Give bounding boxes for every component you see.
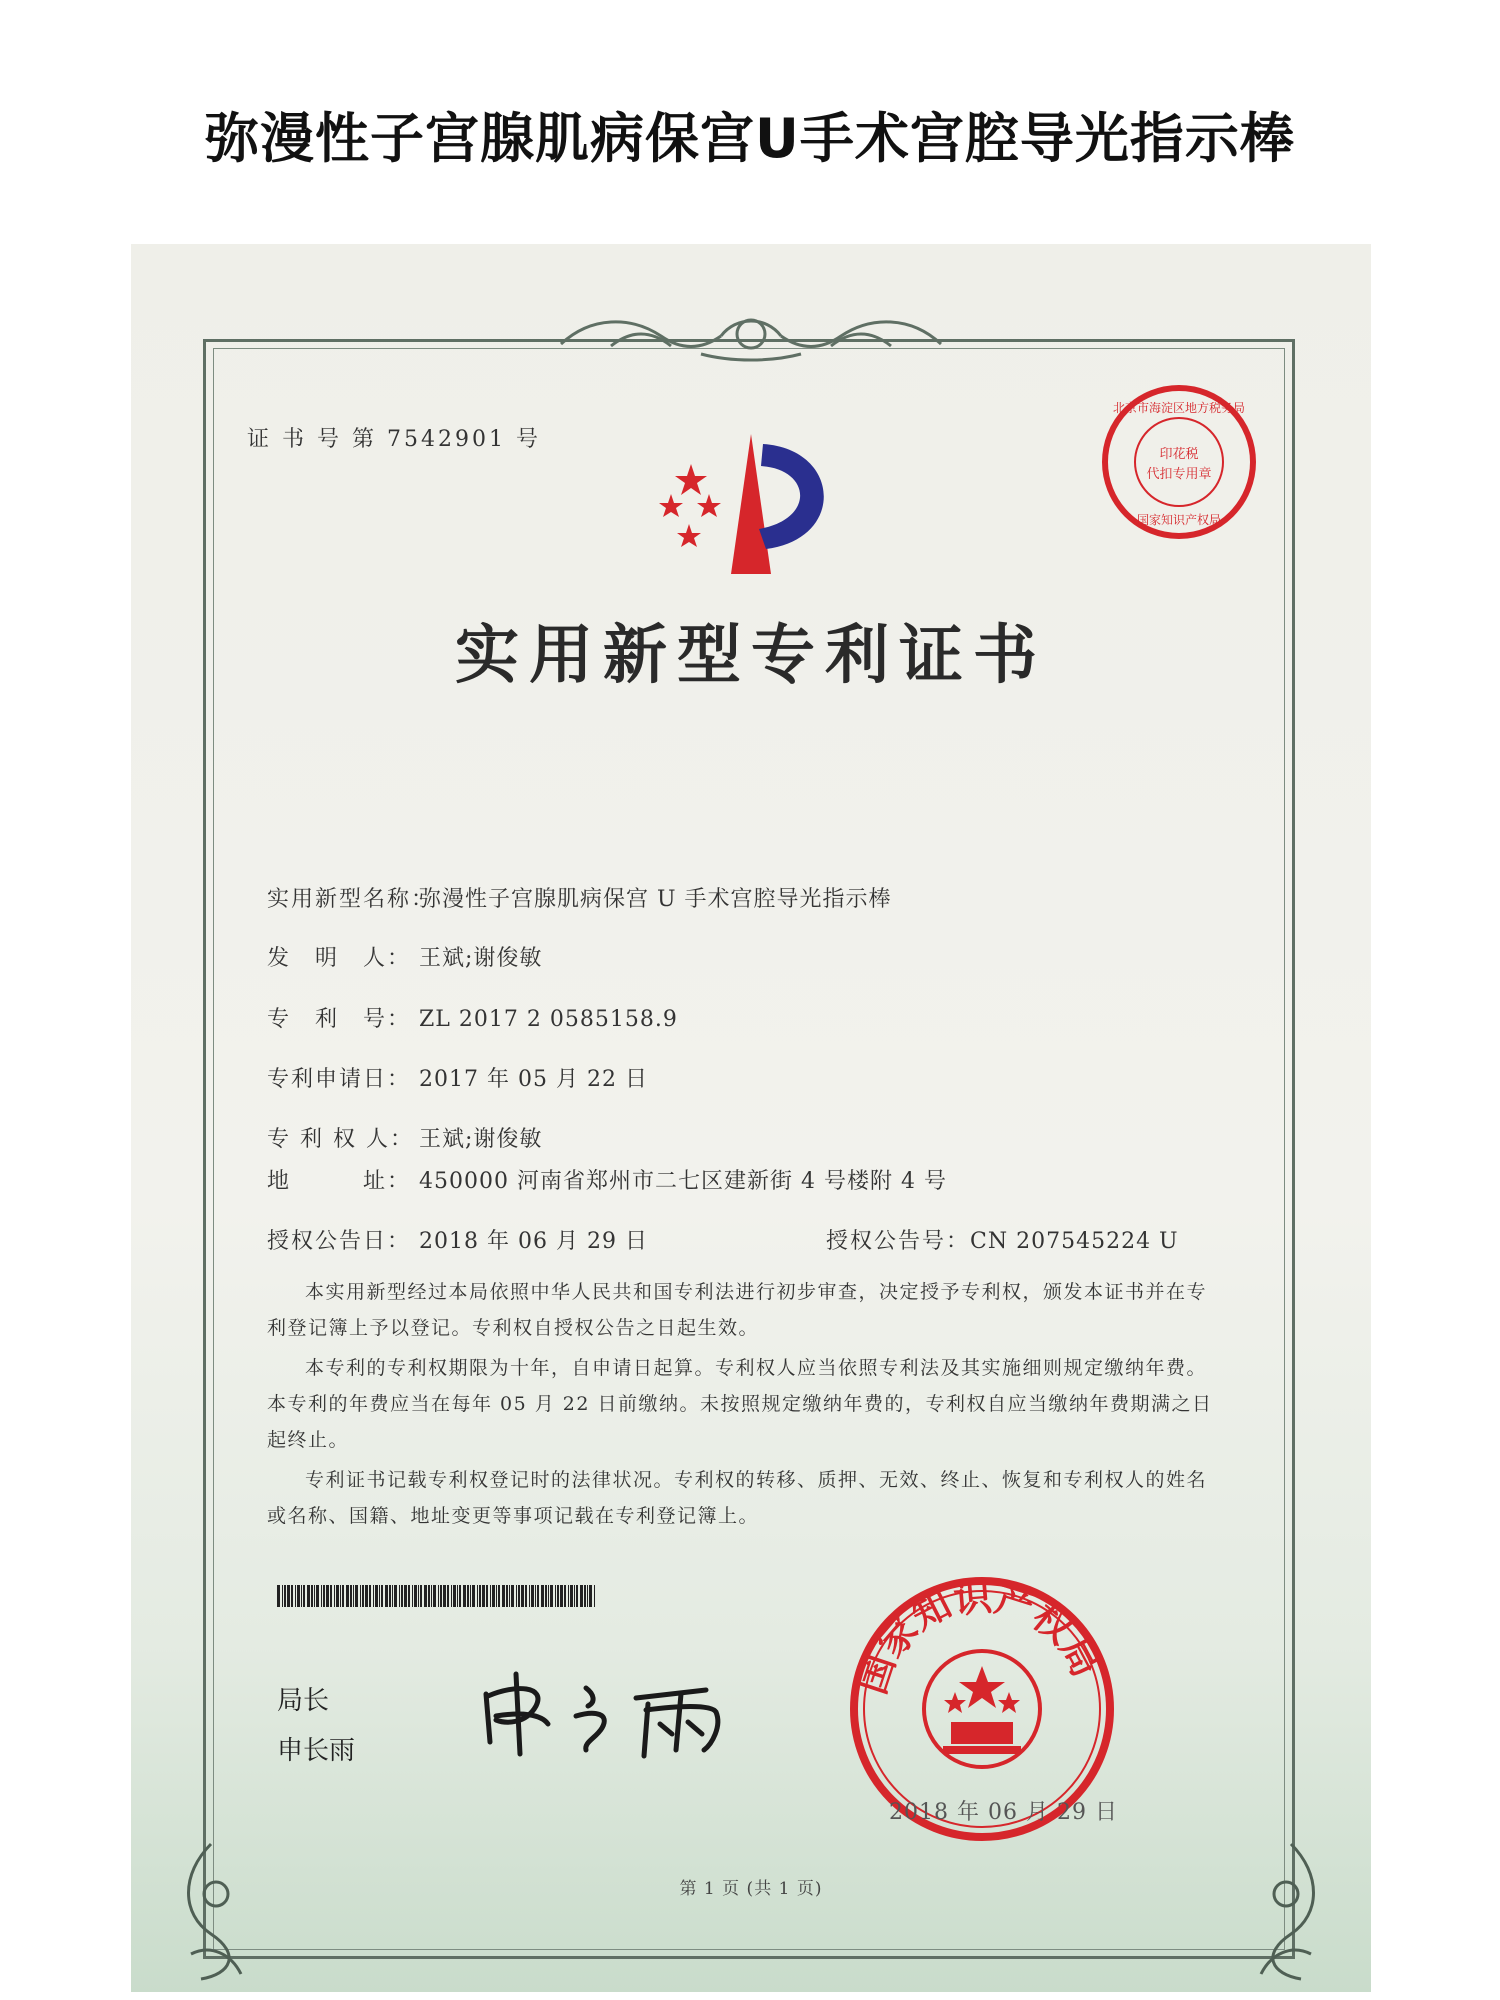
barcode-bar	[360, 1585, 361, 1607]
barcode-bar	[389, 1585, 391, 1607]
field-patent-number	[267, 1002, 678, 1033]
barcode-bar	[525, 1585, 527, 1607]
barcode-bar	[404, 1585, 407, 1607]
certificate-number: 证 书 号 第 7542901 号	[247, 427, 541, 452]
patent-office-logo-icon	[651, 424, 851, 594]
barcode-bar	[431, 1585, 432, 1607]
barcode-bar	[440, 1585, 442, 1607]
barcode-bar	[548, 1585, 549, 1607]
barcode-bar	[531, 1585, 534, 1607]
field-value: ZL 2017 2 0585158.9	[419, 1007, 678, 1032]
top-ornament-icon	[551, 306, 951, 366]
tax-seal-center-line1: 印花税	[1159, 447, 1199, 462]
barcode-bar	[537, 1585, 539, 1607]
barcode-bar	[570, 1585, 573, 1607]
barcode-bar	[284, 1585, 286, 1607]
barcode-bar	[574, 1585, 575, 1607]
barcode-bar	[392, 1585, 393, 1607]
barcode-bar	[447, 1585, 449, 1607]
barcode-bar	[346, 1585, 349, 1607]
barcode-bar	[342, 1585, 344, 1607]
field-value: 弥漫性子宫腺肌病保宫 U 手术宫腔导光指示棒	[419, 887, 892, 912]
barcode-bar	[350, 1585, 352, 1607]
barcode-bar	[424, 1585, 427, 1607]
barcode-bar	[555, 1585, 556, 1607]
barcode-bar	[355, 1585, 358, 1607]
barcode-bar	[303, 1585, 305, 1607]
barcode-bar	[326, 1585, 329, 1607]
field-value: 王斌;谢俊敏	[419, 946, 543, 971]
barcode-bar	[316, 1585, 319, 1607]
field-label: 授权公告号：	[826, 1229, 971, 1254]
barcode-bar	[587, 1585, 588, 1607]
barcode-bar	[297, 1585, 300, 1607]
field-label: 专 利 权 人：	[267, 1127, 414, 1152]
barcode-bar	[443, 1585, 446, 1607]
barcode-bar	[399, 1585, 400, 1607]
barcode-bar	[453, 1585, 456, 1607]
barcode-bar	[336, 1585, 339, 1607]
barcode-bar	[560, 1585, 563, 1607]
field-label: 专利申请日：	[267, 1067, 412, 1092]
tax-seal-bottom-text: 国家知识产权局	[1136, 513, 1222, 527]
barcode-bar	[307, 1585, 310, 1607]
barcode-bar	[334, 1585, 335, 1607]
barcode-bar	[589, 1585, 592, 1607]
barcode-bar	[568, 1585, 569, 1607]
barcode-bar	[467, 1585, 469, 1607]
barcode-bar	[496, 1585, 497, 1607]
director-name: 申长雨	[277, 1736, 356, 1766]
barcode-bar	[277, 1585, 280, 1607]
bottom-right-ornament-icon	[1241, 1834, 1331, 1984]
field-label: 授权公告日：	[267, 1229, 412, 1254]
barcode-bar	[477, 1585, 478, 1607]
certificate-title: 实用新型专利证书	[455, 618, 1047, 693]
barcode-bar	[576, 1585, 578, 1607]
barcode-bar	[291, 1585, 293, 1607]
bottom-left-ornament-icon	[171, 1834, 261, 1984]
paragraph-2: 本专利的专利权期限为十年，自申请日起算。专利权人应当依照专利法及其实施细则规定缴纳年费。本专利的年费应当在每年 05 月 22 日前缴纳。未按照规定缴纳年费的，专利权自应当缴纳年费期满之日起终止。	[267, 1357, 1213, 1451]
barcode-bar	[394, 1585, 397, 1607]
barcode-bar	[379, 1585, 380, 1607]
barcode-bar	[301, 1585, 302, 1607]
barcode-bar	[584, 1585, 586, 1607]
tax-seal-ring-text: 北京市海淀区地方税务局	[1112, 401, 1246, 415]
field-value: 2018 年 06 月 29 日	[419, 1229, 648, 1254]
barcode-bar	[580, 1585, 583, 1607]
barcode-bar	[311, 1585, 313, 1607]
barcode-bar	[506, 1585, 508, 1607]
barcode-bar	[401, 1585, 403, 1607]
barcode-bar	[353, 1585, 354, 1607]
official-seal-text: 国家知识产权局	[848, 1574, 1110, 1700]
barcode-bar	[535, 1585, 536, 1607]
barcode-bar	[362, 1585, 364, 1607]
barcode-bar	[420, 1585, 422, 1607]
tax-seal-center-line2: 代扣专用章	[1146, 467, 1212, 482]
certificate-scan	[131, 244, 1371, 1992]
barcode-bar	[502, 1585, 505, 1607]
field-patentee	[267, 1122, 542, 1153]
barcode-bar	[287, 1585, 290, 1607]
barcode-bar	[428, 1585, 430, 1607]
barcode-bar	[375, 1585, 378, 1607]
paragraph-3: 专利证书记载专利权登记时的法律状况。专利权的转移、质押、无效、终止、恢复和专利权人的姓名或名称、国籍、地址变更等事项记载在专利登记簿上。	[267, 1469, 1208, 1527]
barcode-bar	[459, 1585, 461, 1607]
barcode-bar	[373, 1585, 374, 1607]
field-utility-model-name	[267, 882, 892, 913]
field-inventor	[267, 941, 542, 972]
barcode-bar	[385, 1585, 388, 1607]
document-title: 弥漫性子宫腺肌病保宫U手术宫腔导光指示棒	[205, 107, 1295, 170]
barcode-bar	[492, 1585, 495, 1607]
barcode-bar	[295, 1585, 296, 1607]
barcode-bar	[321, 1585, 322, 1607]
barcode-bar	[518, 1585, 520, 1607]
field-application-date	[267, 1062, 648, 1093]
field-grant-date	[267, 1224, 648, 1255]
barcode-bar	[381, 1585, 383, 1607]
field-value: 450000 河南省郑州市二七区建新街 4 号楼附 4 号	[419, 1169, 947, 1194]
barcode-bar	[414, 1585, 417, 1607]
barcode-bar	[486, 1585, 488, 1607]
barcode-bar	[541, 1585, 544, 1607]
director-signature-icon	[476, 1654, 756, 1764]
barcode-bar	[511, 1585, 514, 1607]
barcode-bar	[438, 1585, 439, 1607]
barcode-bar	[418, 1585, 419, 1607]
barcode-bar	[282, 1585, 283, 1607]
barcode-bar	[451, 1585, 452, 1607]
seal-date: 2018 年 06 月 29 日	[889, 1800, 1118, 1825]
barcode-bar	[490, 1585, 491, 1607]
barcode-bar	[457, 1585, 458, 1607]
barcode-bar	[314, 1585, 315, 1607]
barcode-bar	[463, 1585, 466, 1607]
field-label: 发 明 人：	[267, 946, 412, 971]
barcode-bar	[470, 1585, 471, 1607]
barcode-bar	[408, 1585, 410, 1607]
field-label: 地 址：	[267, 1169, 412, 1194]
field-label: 专 利 号：	[267, 1007, 412, 1032]
paragraph-1: 本实用新型经过本局依照中华人民共和国专利法进行初步审查，决定授予专利权，颁发本证书并在专利登记簿上予以登记。专利权自授权公告之日起生效。	[267, 1281, 1208, 1339]
barcode-bar	[498, 1585, 500, 1607]
tax-seal-icon	[1099, 382, 1259, 542]
barcode-bar	[545, 1585, 547, 1607]
barcode-bar	[557, 1585, 559, 1607]
field-address	[267, 1164, 947, 1195]
barcode-bar	[472, 1585, 475, 1607]
field-value: CN 207545224 U	[970, 1229, 1179, 1254]
field-label: 实用新型名称：	[267, 887, 436, 912]
barcode-bar	[564, 1585, 566, 1607]
barcode-bar	[516, 1585, 517, 1607]
director-label: 局长	[277, 1686, 330, 1716]
barcode-bar	[340, 1585, 341, 1607]
barcode-bar	[433, 1585, 436, 1607]
barcode-bar	[594, 1585, 595, 1607]
barcode-bar	[509, 1585, 510, 1607]
barcode-bar	[323, 1585, 325, 1607]
field-value: 王斌;谢俊敏	[419, 1127, 543, 1152]
barcode-bar	[550, 1585, 553, 1607]
barcode-bar	[365, 1585, 368, 1607]
barcode-bar	[529, 1585, 530, 1607]
barcode-bar	[330, 1585, 332, 1607]
barcode-bar	[521, 1585, 524, 1607]
barcode-bar	[482, 1585, 485, 1607]
field-publication-number	[826, 1224, 1179, 1255]
field-value: 2017 年 05 月 22 日	[419, 1067, 648, 1092]
barcode-icon	[277, 1585, 597, 1607]
barcode-bar	[479, 1585, 481, 1607]
page-info: 第 1 页 (共 1 页)	[679, 1879, 823, 1899]
barcode-bar	[412, 1585, 413, 1607]
barcode-bar	[369, 1585, 371, 1607]
